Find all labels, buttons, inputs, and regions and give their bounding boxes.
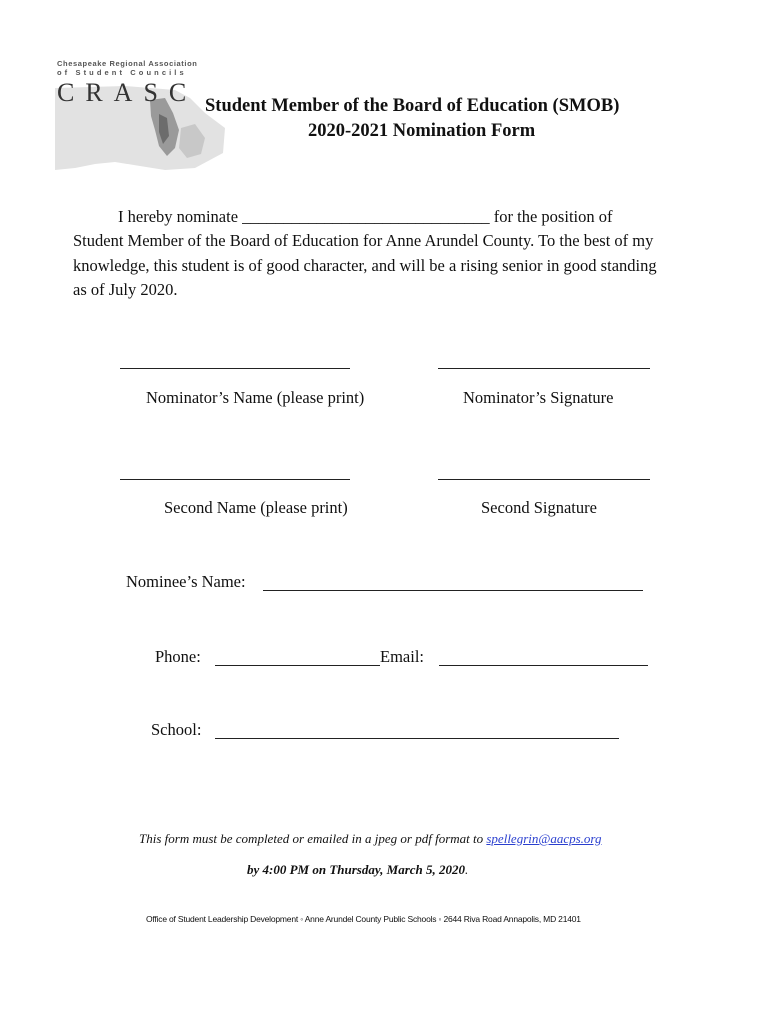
nominee-label: Nominee’s Name: bbox=[126, 572, 246, 591]
submission-instructions bbox=[139, 831, 601, 847]
logo-line-1: Chesapeake Regional Association bbox=[57, 59, 198, 68]
nominator-signature-line[interactable] bbox=[438, 368, 650, 369]
nominator-name-line[interactable] bbox=[120, 368, 350, 369]
intro-line-2: Student Member of the Board of Education for Anne Arundel County. To the best of my bbox=[73, 231, 654, 250]
nominator-signature-caption: Nominator’s Signature bbox=[463, 388, 614, 407]
second-signature-line[interactable] bbox=[438, 479, 650, 480]
intro-line-3: knowledge, this student is of good character, and will be a rising senior in good standing bbox=[73, 256, 657, 275]
phone-line[interactable] bbox=[215, 665, 380, 666]
email-label: Email: bbox=[380, 647, 424, 666]
logo-acronym: CRASC bbox=[57, 78, 198, 107]
nominator-name-caption: Nominator’s Name (please print) bbox=[146, 388, 365, 407]
contact-email-link[interactable]: spellegrin@aacps.org bbox=[486, 831, 602, 846]
logo-line-2: of Student Councils bbox=[57, 68, 187, 77]
phone-label: Phone: bbox=[155, 647, 201, 666]
nominee-name-line[interactable] bbox=[263, 590, 643, 591]
footer-address: Office of Student Leadership Development ◦ Anne Arundel County Public Schools ◦ 2644 Riva Road Annapolis, MD 21401 bbox=[146, 914, 581, 924]
form-title: Student Member of the Board of Education (SMOB) bbox=[205, 96, 620, 116]
school-label: School: bbox=[151, 720, 202, 739]
deadline-text: by 4:00 PM on Thursday, March 5, 2020 bbox=[247, 862, 466, 877]
second-name-line[interactable] bbox=[120, 479, 350, 480]
deadline bbox=[247, 862, 468, 878]
second-signature-caption: Second Signature bbox=[481, 498, 597, 517]
email-line[interactable] bbox=[439, 665, 648, 666]
intro-line-4: as of July 2020. bbox=[73, 280, 178, 299]
school-line[interactable] bbox=[215, 738, 619, 739]
crasc-logo bbox=[55, 58, 230, 170]
second-name-caption: Second Name (please print) bbox=[164, 498, 348, 517]
nominee-field bbox=[126, 572, 246, 592]
intro-line-1: I hereby nominate ______________________________ for the position of bbox=[118, 207, 613, 226]
form-subtitle: 2020-2021 Nomination Form bbox=[308, 121, 536, 141]
deadline-period: . bbox=[465, 862, 469, 877]
instructions-text: This form must be completed or emailed in a jpeg or pdf format to bbox=[139, 831, 484, 846]
